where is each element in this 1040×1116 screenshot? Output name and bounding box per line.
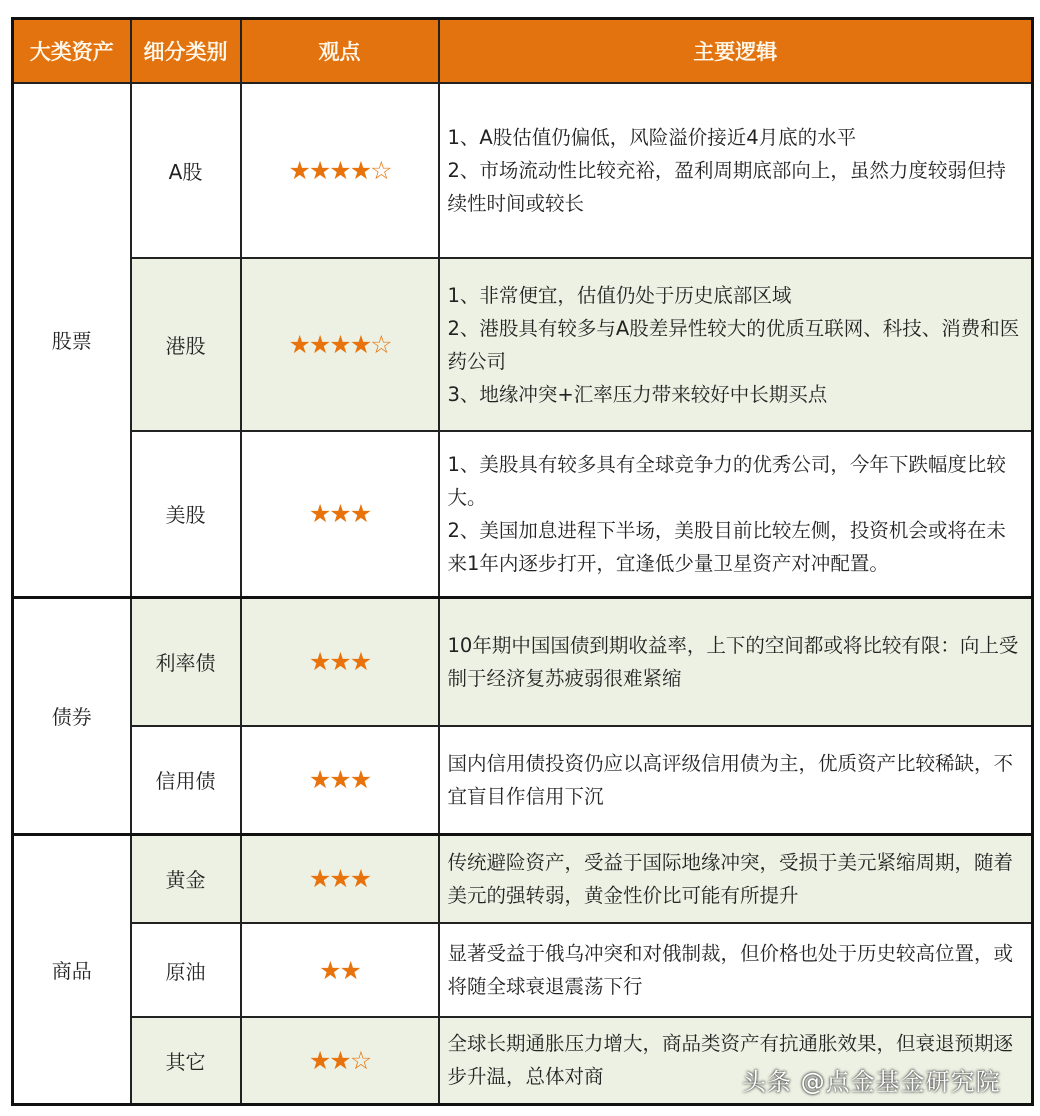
star-rating-icon: ★★ — [319, 955, 360, 985]
watermark: 头条 @点金基金研究院 — [742, 1068, 1001, 1096]
table-row — [13, 597, 1033, 726]
header-row — [13, 19, 1033, 84]
logic-cell: 显著受益于俄乌冲突和对俄制裁，但价格也处于历史较高位置，或将随全球衰退震荡下行 — [439, 923, 1033, 1017]
subcategory-cell: 信用债 — [131, 726, 241, 834]
logic-cell: 1、非常便宜，估值仍处于历史底部区域 2、港股具有较多与A股差异性较大的优质互联网、科技、消费和医药公司 3、地缘冲突+汇率压力带来较好中长期买点 — [439, 258, 1033, 431]
star-rating-icon: ★★★ — [308, 499, 371, 529]
subcategory-cell: 其它 — [131, 1017, 241, 1104]
subcategory-cell: 利率债 — [131, 597, 241, 726]
group-cell: 股票 — [13, 83, 131, 597]
table-row — [13, 923, 1033, 1017]
logic-cell: 传统避险资产，受益于国际地缘冲突，受损于美元紧缩周期，随着美元的强转弱，黄金性价比可能有所提升 — [439, 834, 1033, 923]
table-row — [13, 258, 1033, 431]
logic-cell: 1、A股估值仍偏低，风险溢价接近4月底的水平 2、市场流动性比较充裕，盈利周期底部向上，虽然力度较弱但持续性时间或较长 — [439, 83, 1033, 258]
header-logic: 主要逻辑 — [439, 19, 1033, 84]
table-row — [13, 726, 1033, 834]
logic-cell: 国内信用债投资仍应以高评级信用债为主，优质资产比较稀缺，不宜盲目作信用下沉 — [439, 726, 1033, 834]
table-row — [13, 83, 1033, 258]
subcategory-cell: 美股 — [131, 431, 241, 597]
star-rating-icon: ★★★ — [308, 647, 371, 677]
logic-cell: 10年期中国国债到期收益率，上下的空间都或将比较有限：向上受制于经济复苏疲弱很难紧缩 — [439, 597, 1033, 726]
table-row — [13, 834, 1033, 923]
subcategory-cell: 原油 — [131, 923, 241, 1017]
group-cell: 债券 — [13, 597, 131, 834]
star-rating-icon: ★★★ — [308, 765, 371, 795]
star-rating-icon: ★★★★☆ — [288, 330, 391, 359]
header-view: 观点 — [241, 19, 439, 84]
star-rating-icon: ★★☆ — [308, 1045, 371, 1075]
star-rating-icon: ★★★ — [308, 864, 371, 894]
table-row — [13, 431, 1033, 597]
header-subcategory: 细分类别 — [131, 19, 241, 84]
logic-cell: 全球长期通胀压力增大，商品类资产有抗通胀效果，但衰退预期逐步升温，总体对商 — [439, 1017, 1033, 1104]
subcategory-cell: 港股 — [131, 258, 241, 431]
star-rating-icon: ★★★★☆ — [288, 156, 391, 185]
header-asset-class: 大类资产 — [13, 19, 131, 84]
subcategory-cell: 黄金 — [131, 834, 241, 923]
logic-cell: 1、美股具有较多具有全球竞争力的优秀公司，今年下跌幅度比较大。 2、美国加息进程下半场，美股目前比较左侧，投资机会或将在未来1年内逐步打开，宜逢低少量卫星资产对冲配置。 — [439, 431, 1033, 597]
group-cell: 商品 — [13, 834, 131, 1104]
asset-view-table — [11, 17, 1034, 1106]
subcategory-cell: A股 — [131, 83, 241, 258]
